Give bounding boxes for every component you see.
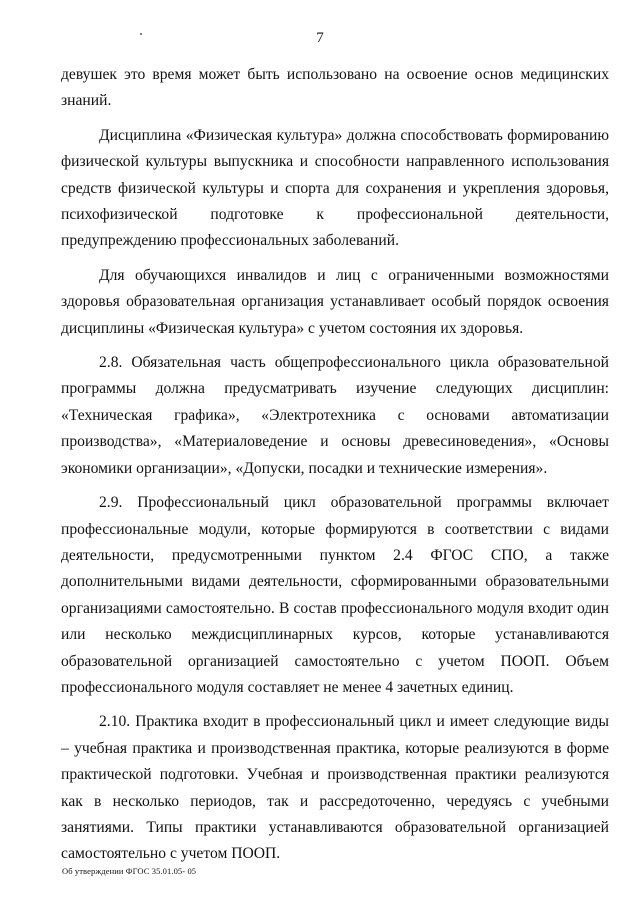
paragraph-continuation: девушек это время может быть использовано на освоение основ медицинских знаний. (61, 66, 609, 110)
paragraph-2-10: 2.10. Практика входит в профессиональный цикл и имеет следующие виды – учебная практика и производственная практика, которые реализуются в форме практической подготовки. Учебная и производственная практики реализуются как в несколько периодов, так и рассредоточенно, чередуясь с учебными занятиями. Типы практики устанавливаются образовательной организацией самостоятельно с учетом ПООП. (61, 713, 609, 863)
document-body (61, 62, 609, 868)
paragraph-2-9: 2.9. Профессиональный цикл образовательной программы включает профессиональные модули, которые формируются в соответствии с видами деятельности, предусмотренными пунктом 2.4 ФГОС СПО, а также дополнительными видами деятельности, сформированными образовательными организациями самостоятельно. В состав профессионального модуля входит один или несколько междисциплинарных курсов, которые устанавливаются образовательной организацией самостоятельно с учетом ПООП. Объем профессионального модуля составляет не менее 4 зачетных единиц. (61, 494, 609, 696)
footer-note: Об утверждении ФГОС 35.01.05- 05 (62, 866, 197, 876)
page-number: 7 (316, 30, 324, 46)
scan-speck (140, 33, 142, 35)
paragraph-2-8: 2.8. Обязательная часть общепрофессионального цикла образовательной программы должна предусматривать изучение следующих дисциплин: «Техническая графика», «Электротехника с основами автоматизации производства», «Материаловедение и основы древесиноведения», «Основы экономики организации», «Допуски, посадки и технические измерения». (61, 354, 609, 477)
paragraph-disabled-students: Для обучающихся инвалидов и лиц с ограниченными возможностями здоровья образовательная организация устанавливает особый порядок освоения дисциплины «Физическая культура» с учетом состояния их здоровья. (61, 266, 609, 337)
paragraph-physical-culture: Дисциплина «Физическая культура» должна способствовать формированию физической культуры выпускника и способности направленного использования средств физической культуры и спорта для сохранения и укрепления здоровья, психофизической подготовке к профессиональной деятельности, предупреждению профессиональных заболеваний. (61, 126, 609, 250)
